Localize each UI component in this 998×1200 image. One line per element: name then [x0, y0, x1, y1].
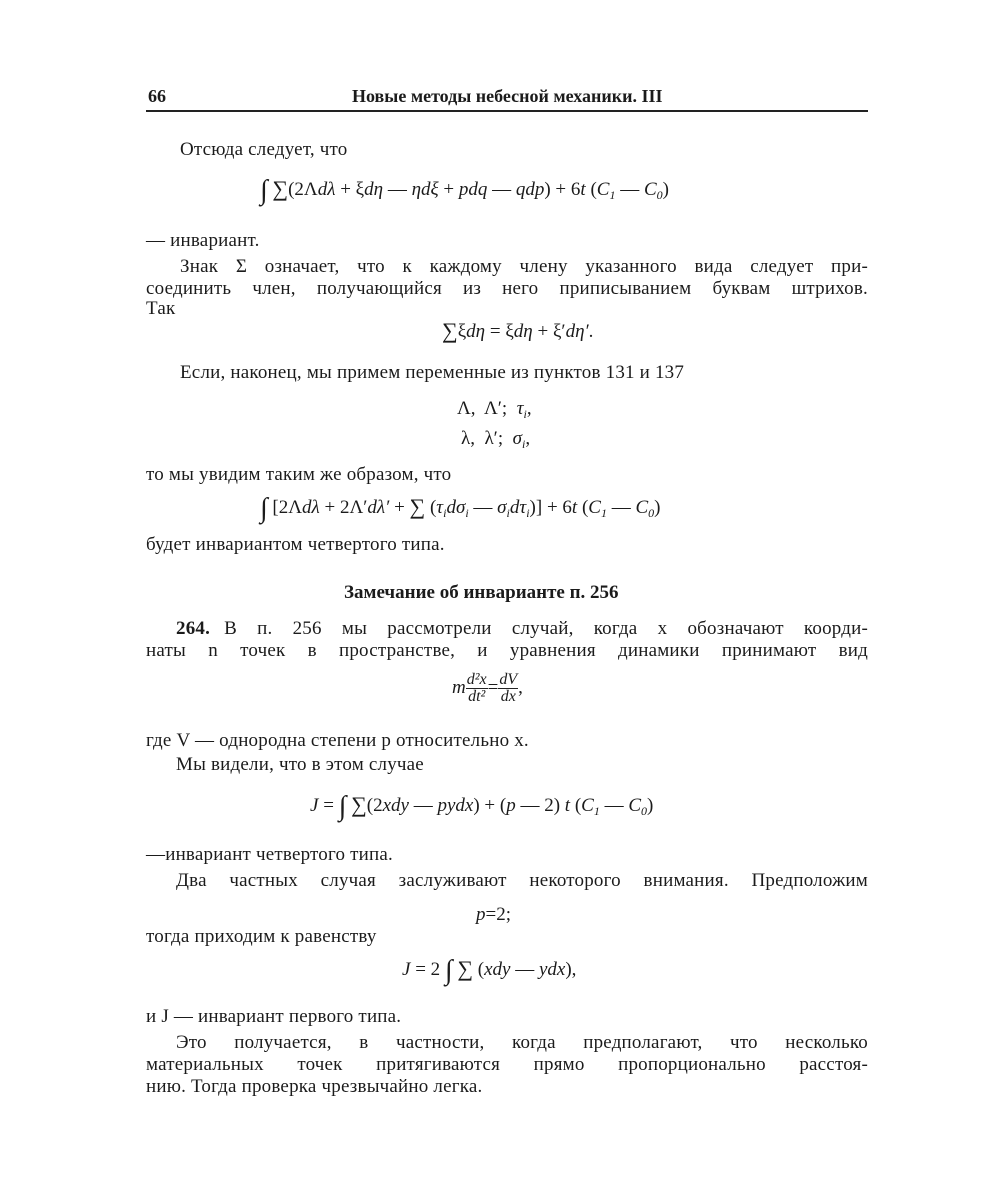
paragraph-line: материальных точек притягиваются прямо пропорционально расстоя-: [146, 1054, 868, 1075]
formula-dynamics: m $\frac{\text{d²x}}{\text{dt²}}$ = $\frac{dV}{dx}$ ,: [452, 671, 523, 705]
formula-J-first-type: J = 2 ∫ ∑ (xdy — ydx),: [402, 955, 577, 986]
paragraph-line: Два частных случая заслуживают некоторого внимания. Предположим: [176, 870, 868, 891]
paragraph: будет инвариантом четвертого типа.: [146, 534, 445, 555]
paragraph: и J — инвариант первого типа.: [146, 1006, 402, 1027]
header-rule: [146, 110, 868, 112]
paragraph: Если, наконец, мы примем переменные из пунктов 131 и 137: [180, 362, 685, 383]
paragraph: Отсюда следует, что: [180, 139, 348, 160]
formula-variables-2: λ, λ′; $\sigma_i$,: [461, 428, 531, 451]
paragraph: —инвариант четвертого типа.: [146, 844, 393, 865]
formula-sum-definition: ∑ξdη = ξdη + ξ′dη′.: [442, 318, 594, 343]
paragraph-line: соединить член, получающийся из него приписыванием буквам штрихов.: [146, 278, 868, 299]
paragraph-line: Это получается, в частности, когда предполагают, что несколько: [176, 1032, 868, 1053]
page-number: 66: [148, 86, 166, 106]
formula-invariant-J: J = ∫ ∑(2xdy — pydx) + (p — 2) t ($C_1$ — $C_0$): [310, 791, 654, 822]
formula-invariant-1: ∫ ∑(2Λdλ + ξdη — ηdξ + pdq — qdp) + 6t ($C_1$ — $C_0$): [260, 175, 669, 206]
paragraph: — инвариант.: [146, 230, 260, 251]
formula-p-equals-2: p=2;: [476, 904, 511, 925]
running-title: Новые методы небесной механики. III: [352, 86, 663, 106]
paragraph-line: Знак Σ означает, что к каждому члену указанного вида следует при-: [180, 256, 868, 277]
paragraph: тогда приходим к равенству: [146, 926, 377, 947]
paragraph-text: В п. 256 мы рассмотрели случай, когда x обозначают коорди-: [224, 618, 868, 639]
paragraph-line: [176, 618, 868, 640]
formula-variables-1: Λ, Λ′; $\tau_i$,: [457, 398, 532, 421]
paragraph-line: нию. Тогда проверка чрезвычайно легка.: [146, 1076, 483, 1097]
item-number: 264.: [176, 618, 211, 639]
paragraph: где V — однородна степени p относительно x.: [146, 730, 529, 751]
formula-invariant-2: ∫ [2Λdλ + 2Λ′dλ′ + ∑ ($\tau_id\sigma_i$ — $\sigma_id\tau_i)] + 6t$ ($C_1$ — $C_0$): [260, 493, 661, 524]
paragraph: то мы увидим таким же образом, что: [146, 464, 452, 485]
paragraph-line: Так: [146, 298, 176, 319]
paragraph: Мы видели, что в этом случае: [176, 754, 424, 775]
paragraph-line: наты n точек в пространстве, и уравнения динамики принимают вид: [146, 640, 868, 661]
section-title: Замечание об инварианте п. 256: [344, 582, 619, 603]
